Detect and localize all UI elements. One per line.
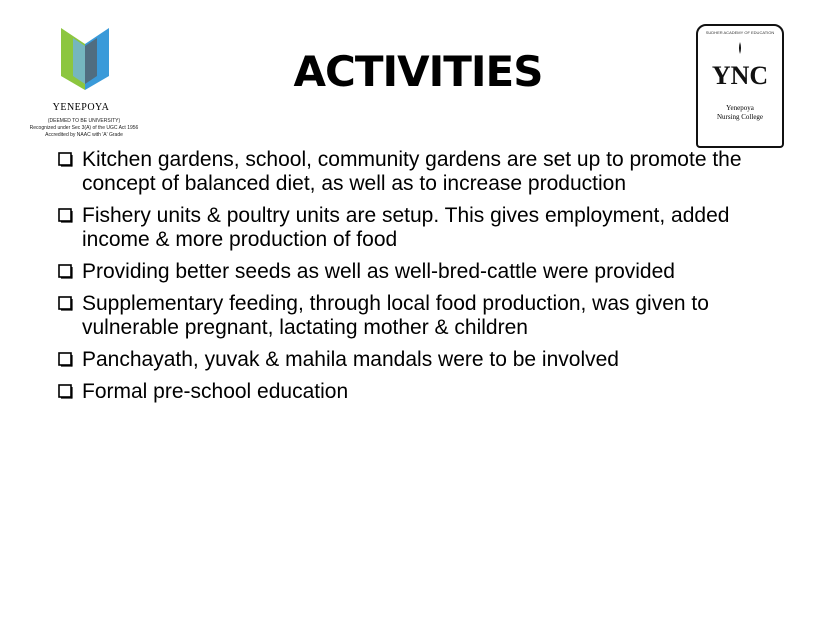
list-item (58, 260, 788, 284)
list-item (58, 292, 788, 340)
checkbox-bullet-icon (58, 296, 73, 311)
logo-right-arc-text: SUDHER ACADEMY OF EDUCATION (705, 30, 775, 35)
yenepoya-university-logo (25, 24, 143, 146)
checkbox-bullet-icon (58, 352, 73, 367)
list-item-text: Kitchen gardens, school, community gardens are set up to promote the concept of balanced diet, as well as to increase production (82, 148, 742, 195)
list-item (58, 148, 788, 196)
checkbox-bullet-icon (58, 152, 73, 167)
list-item (58, 204, 788, 252)
list-item (58, 348, 788, 372)
logo-left-line-2: Recognized under Sec 3(A) of the UGC Act 1956 (29, 125, 139, 131)
yenepoya-nursing-college-logo (696, 24, 784, 148)
checkbox-bullet-icon (58, 384, 73, 399)
checkbox-bullet-icon (58, 208, 73, 223)
page-title: ACTIVITIES (293, 47, 543, 96)
yenepoya-shield-icon (55, 24, 115, 94)
list-item (58, 380, 788, 404)
nursing-college-emblem-icon (708, 38, 772, 98)
list-item-text: Panchayath, yuvak & mahila mandals were to be involved (82, 348, 619, 371)
list-item-text: Formal pre-school education (82, 380, 349, 403)
logo-left-name: YENEPOYA (52, 102, 110, 113)
list-item-text: Providing better seeds as well as well-bred-cattle were provided (82, 260, 675, 283)
logo-left-line-3: Accredited by NAAC with 'A' Grade (45, 132, 123, 138)
checkbox-bullet-icon (58, 264, 73, 279)
logo-right-caption-1: Yenepoya (726, 104, 754, 112)
logo-right-emblem-text: YNC (711, 61, 769, 90)
activities-list (58, 148, 788, 412)
logo-left-line-1: (DEEMED TO BE UNIVERSITY) (47, 118, 121, 124)
list-item-text: Supplementary feeding, through local food production, was given to vulnerable pregnant, lactating mother & children (82, 292, 709, 339)
list-item-text: Fishery units & poultry units are setup. This gives employment, added income & more production of food (82, 204, 730, 251)
logo-right-caption-2: Nursing College (716, 113, 764, 121)
